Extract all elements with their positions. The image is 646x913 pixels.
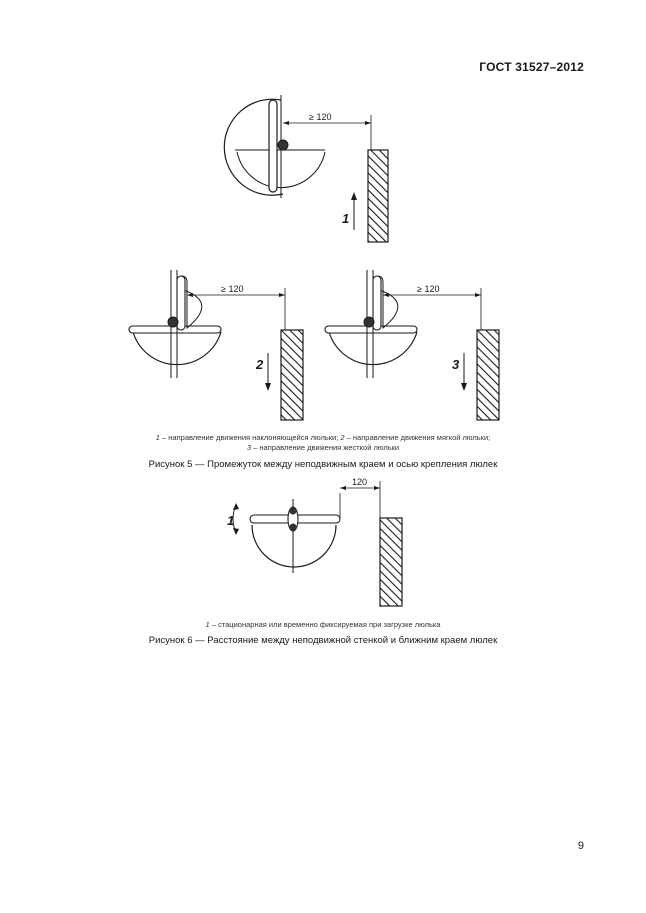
figure6-caption: Рисунок 6 — Расстояние между неподвижной стенкой и ближним краем люлек xyxy=(148,635,498,646)
figure5-drawing-soft xyxy=(125,268,315,428)
soft-cradle-svg xyxy=(125,268,315,428)
fig5-direction-label-3: 3 xyxy=(452,357,460,372)
page-number: 9 xyxy=(577,840,584,852)
fig5-dim-label-1: ≥ 120 xyxy=(309,112,332,122)
stationary-cradle-svg xyxy=(222,473,422,613)
figure5-drawing-tilting xyxy=(225,90,405,250)
fig5-direction-label-1: 1 xyxy=(342,211,350,226)
fig5-direction-label-2: 2 xyxy=(256,357,264,372)
figure6-legend xyxy=(0,620,646,630)
fig5-dim-label-3: ≥ 120 xyxy=(417,284,440,294)
legend-number: 2 xyxy=(340,433,345,442)
legend-number: 3 xyxy=(246,443,252,452)
figure5-legend-line1 xyxy=(0,433,646,443)
rigid-cradle-svg xyxy=(321,268,511,428)
figure5-caption: Рисунок 5 — Промежуток между неподвижным краем и осью крепления люлек xyxy=(148,459,498,470)
legend-text: – направление движения наклоняющейся люльки; xyxy=(159,433,341,442)
figure5-legend-line2 xyxy=(0,443,646,453)
tilting-cradle-svg xyxy=(225,90,405,250)
legend-text: – стационарная или временно фиксируемая при загрузке люлька xyxy=(209,620,441,629)
figure6-drawing xyxy=(222,473,422,613)
fig6-direction-label: 1 xyxy=(227,513,235,528)
legend-text: – направление движения жесткой люльки xyxy=(251,443,400,452)
legend-number: 1 xyxy=(155,433,160,442)
figure5-legend xyxy=(0,433,646,453)
standard-code: ГОСТ 31527–2012 xyxy=(479,60,584,74)
fig6-dim-label: 120 xyxy=(352,477,368,487)
legend-number: 1 xyxy=(205,620,210,629)
fig5-dim-label-2: ≥ 120 xyxy=(221,284,244,294)
figure5-drawing-rigid xyxy=(321,268,511,428)
legend-text: – направление движения мягкой люльки; xyxy=(344,433,491,442)
